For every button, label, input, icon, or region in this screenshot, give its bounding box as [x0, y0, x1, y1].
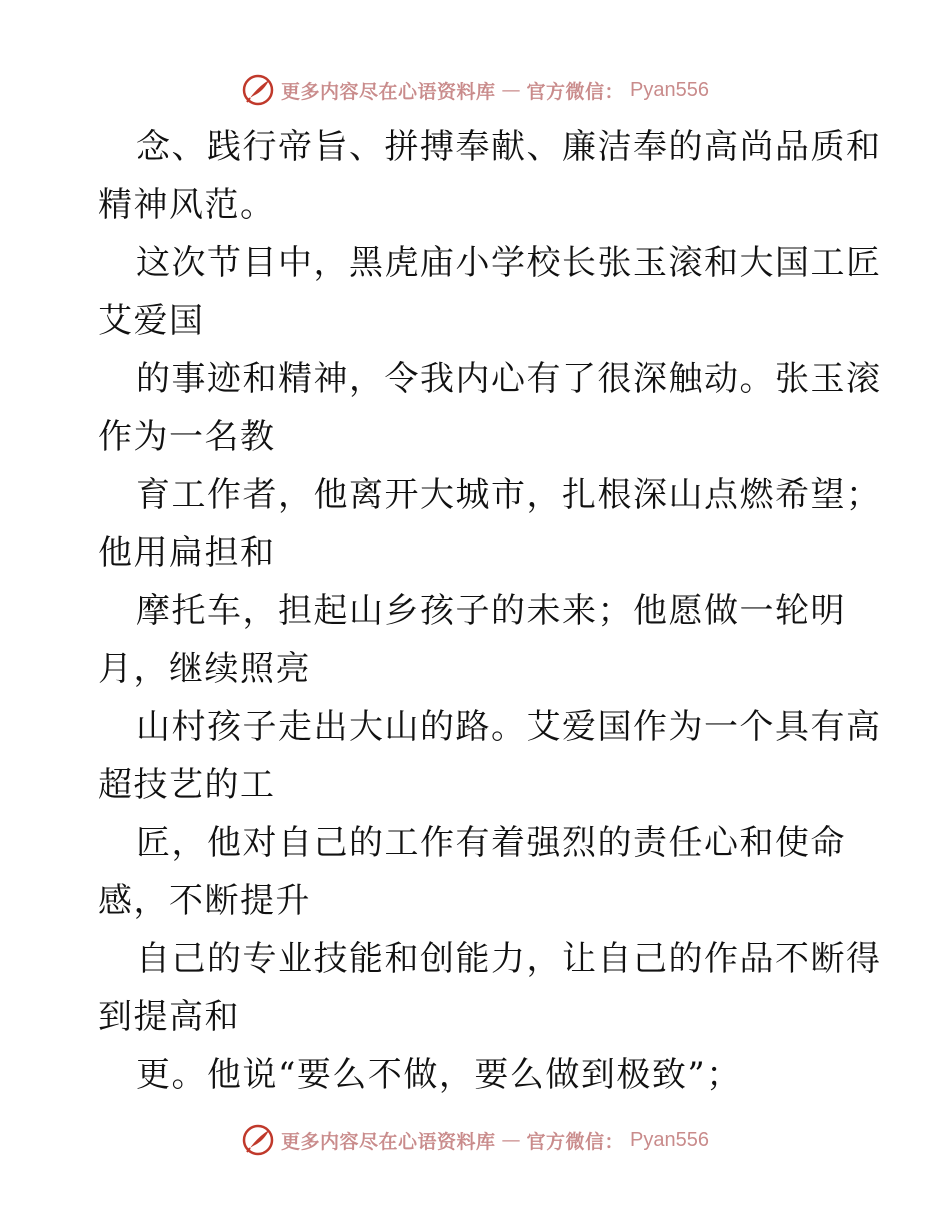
text-line: 匠，他对自己的工作有着强烈的责任心和使命 — [136, 823, 846, 863]
quill-logo-icon — [241, 1123, 275, 1157]
text-line: 的事迹和精神，令我内心有了很深触动。张玉滚 — [136, 359, 882, 399]
text-line: 念、践行帝旨、拼搏奉献、廉洁奉的高尚品质和 — [136, 127, 882, 167]
text-line: 月，继续照亮 — [98, 649, 311, 689]
watermark-text: 更多内容尽在心语资料库 — [281, 1130, 496, 1153]
watermark-separator: — — [501, 79, 521, 101]
watermark-account-label: 官方微信： — [526, 1130, 625, 1153]
document-body — [98, 118, 898, 1104]
text-line: 更。他说“要么不做，要么做到极致”； — [136, 1055, 742, 1095]
text-line: 到提高和 — [98, 997, 240, 1037]
footer-watermark — [0, 1120, 950, 1160]
watermark-account-id: Pyan556 — [630, 1128, 709, 1151]
text-line: 作为一名教 — [98, 417, 276, 457]
watermark-text: 更多内容尽在心语资料库 — [281, 80, 496, 103]
text-line: 山村孩子走出大山的路。艾爱国作为一个具有高 — [136, 707, 882, 747]
quill-logo-icon — [241, 73, 275, 107]
watermark-account-id: Pyan556 — [630, 78, 709, 101]
text-line: 超技艺的工 — [98, 765, 276, 805]
text-line: 这次节目中，黑虎庙小学校长张玉滚和大国工匠 — [136, 243, 882, 283]
text-line: 艾爱国 — [98, 301, 205, 341]
watermark-account-label: 官方微信： — [526, 80, 625, 103]
header-watermark — [0, 70, 950, 110]
text-line: 育工作者，他离开大城市，扎根深山点燃希望； — [136, 475, 882, 515]
text-line: 摩托车，担起山乡孩子的未来；他愿做一轮明 — [136, 591, 846, 631]
text-line: 感，不断提升 — [98, 881, 311, 921]
text-line: 他用扁担和 — [98, 533, 276, 573]
watermark-separator: — — [501, 1129, 521, 1151]
text-line: 自己的专业技能和创能力，让自己的作品不断得 — [136, 939, 882, 979]
text-line: 精神风范。 — [98, 185, 276, 225]
